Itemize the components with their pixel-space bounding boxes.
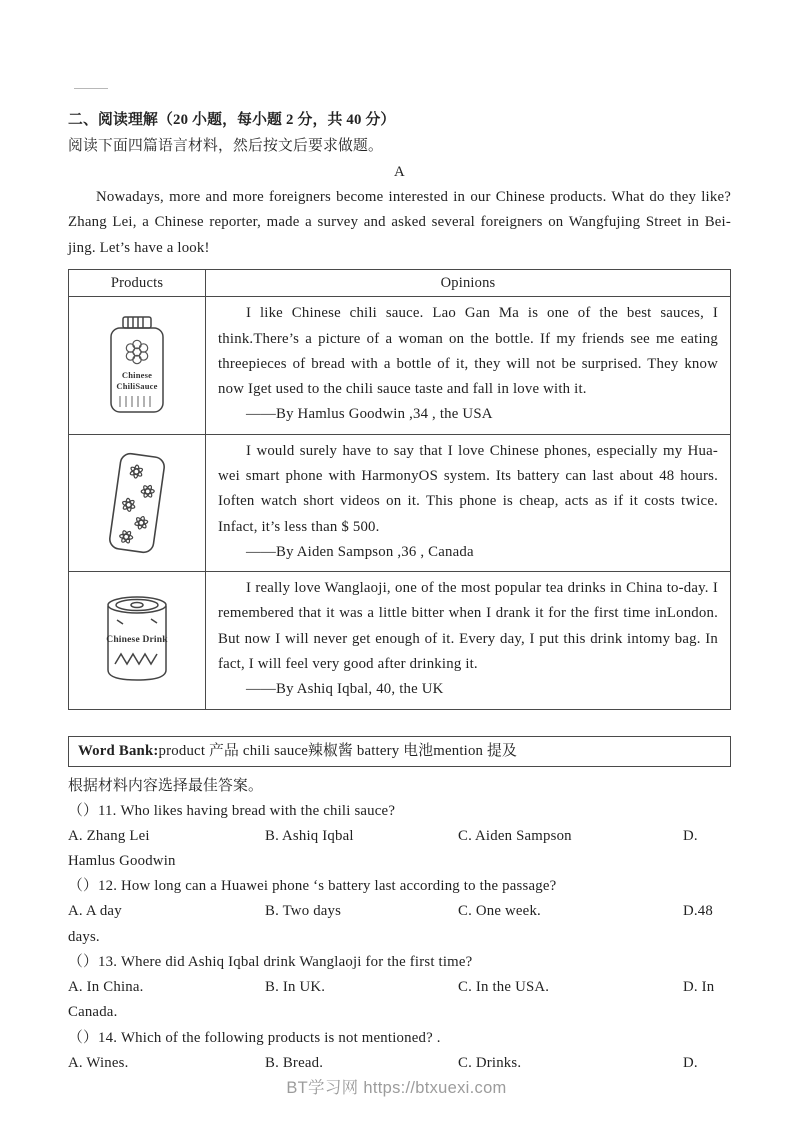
option-a: A. Wines. <box>68 1054 129 1071</box>
answer-instruction: 根据材料内容选择最佳答案。 <box>68 777 263 794</box>
top-dash-line <box>74 88 108 89</box>
option-d: D. <box>683 1054 698 1071</box>
option-c: C. One week. <box>458 903 541 920</box>
word-bank-label: Word Bank: <box>78 742 159 759</box>
product-cell-drink <box>69 572 206 709</box>
flower-scribble <box>126 341 147 364</box>
opinion-cell-drink <box>206 572 731 709</box>
question-14 <box>68 1026 731 1076</box>
option-b: B. Bread. <box>265 1054 324 1071</box>
option-d-continuation: days. <box>68 928 100 945</box>
bottle-label-line1: Chinese <box>121 370 153 381</box>
option-a: A. Zhang Lei <box>68 827 150 844</box>
option-d: D. In <box>683 979 715 996</box>
option-b: B. Two days <box>265 903 342 920</box>
materials-table <box>68 269 731 709</box>
opinion-text: I would surely have to say that I love Chinese phones, especially my Hua-wei smart phone with HarmonyOS system. Its battery can last about 48 hours. Ioften watch short videos on it. This phone is cheap, acts as if it costs twice. Infact, it’s less than $ 500. <box>218 442 718 535</box>
opinion-byline: ——By Ashiq Iqbal, 40, the UK <box>246 681 444 698</box>
options-row <box>68 1051 731 1076</box>
bottle-label-line2: ChiliSauce <box>116 381 158 392</box>
opinion-text: I like Chinese chili sauce. Lao Gan Ma is one of the best sauces, I think.There’s a picture of a woman on the bottle. If my friends see me eating threepieces of bread with a bottle of it, they will not be surprised. They know now Iget used to the chili sauce taste and fall in love with it. <box>218 305 718 398</box>
question-12 <box>68 874 731 950</box>
options-row <box>68 975 731 1000</box>
opinion-byline: ——By Hamlus Goodwin ,34 , the USA <box>246 406 493 423</box>
opinion-cell-chili-sauce <box>206 297 731 434</box>
option-c: C. Drinks. <box>458 1054 522 1071</box>
section-title: 二、阅读理解（20 小题，每小题 2 分，共 40 分） <box>68 112 396 128</box>
opinion-cell-phone <box>206 434 731 571</box>
table-row-phone <box>69 434 731 571</box>
question-stem: （）13. Where did Ashiq Iqbal drink Wanglaoji for the first time? <box>68 953 473 970</box>
site-watermark: BT学习网 https://btxuexi.com <box>286 1079 507 1097</box>
option-b: B. In UK. <box>265 979 326 996</box>
question-stem: （）14. Which of the following products is not mentioned? . <box>68 1029 441 1046</box>
option-d: D.48 <box>683 903 713 920</box>
section-instruction: 阅读下面四篇语言材料，然后按文后要求做题。 <box>68 138 383 154</box>
product-cell-chili-sauce <box>69 297 206 434</box>
passage-intro: Nowadays, more and more foreigners become interested in our Chinese products. What do they like?Zhang Lei, a Chinese reporter, made a survey and asked several foreigners on Wangfujing Street in Bei-jing. Let’s have a look! <box>68 189 731 256</box>
question-stem: （）12. How long can a Huawei phone ‘s battery last according to the passage? <box>68 878 557 895</box>
phone-image <box>100 448 174 558</box>
option-c: C. Aiden Sampson <box>458 827 572 844</box>
option-d-continuation: Hamlus Goodwin <box>68 853 176 870</box>
product-cell-phone <box>69 434 206 571</box>
option-b: B. Ashiq Iqbal <box>265 827 354 844</box>
table-header-row <box>69 270 731 297</box>
table-row-drink-can <box>69 572 731 709</box>
question-stem: （）11. Who likes having bread with the chili sauce? <box>68 802 396 819</box>
question-13 <box>68 950 731 1026</box>
chili-sauce-bottle-image <box>94 314 180 416</box>
word-bank <box>68 736 731 767</box>
word-bank-content: product 产品 chili sauce辣椒酱 battery 电池mention 提及 <box>158 742 518 759</box>
option-a: A. In China. <box>68 979 144 996</box>
col-header-products: Products <box>69 270 206 297</box>
options-row <box>68 899 731 924</box>
drink-can-image <box>91 592 183 688</box>
option-d: D. <box>683 827 698 844</box>
opinion-byline: ——By Aiden Sampson ,36 , Canada <box>246 543 474 560</box>
option-a: A. A day <box>68 903 122 920</box>
options-row <box>68 824 731 849</box>
passage-label: A <box>394 164 405 180</box>
bottle-hatch <box>120 396 150 407</box>
table-row-chili-sauce <box>69 297 731 434</box>
can-label: Chinese Drink <box>106 635 168 646</box>
option-c: C. In the USA. <box>458 979 550 996</box>
opinion-text: I really love Wanglaoji, one of the most popular tea drinks in China to-day. I remembered that it was a little bitter when I drank it for the first time inLondon. But now I will never get enough of it. Every day, I put this drink intomy bag. In fact, I will feel very good after drinking it. <box>218 580 718 673</box>
question-11 <box>68 799 731 875</box>
option-d-continuation: Canada. <box>68 1004 118 1021</box>
col-header-opinions: Opinions <box>206 270 731 297</box>
